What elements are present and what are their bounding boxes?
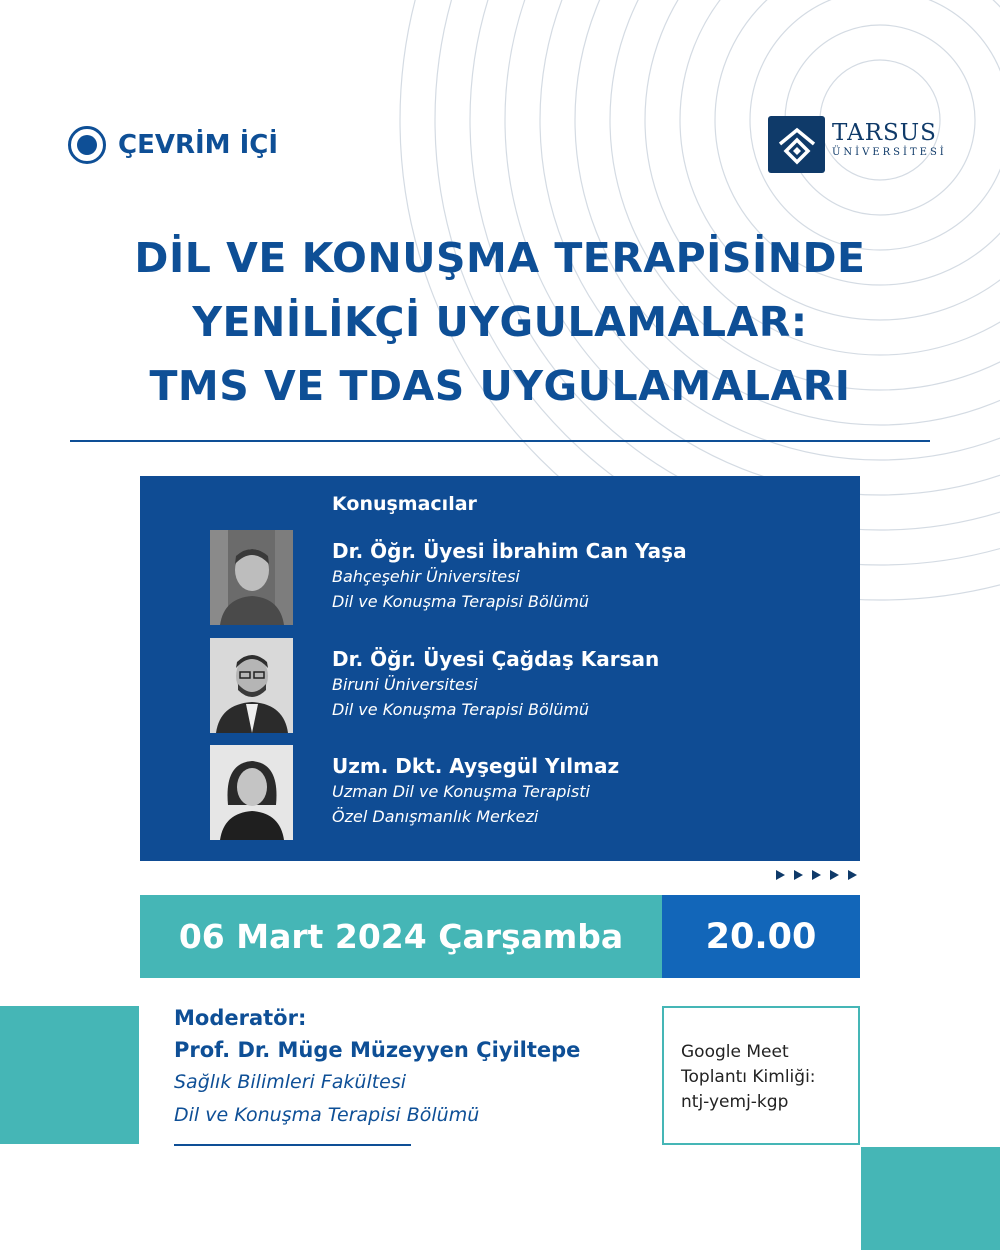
record-icon — [68, 126, 106, 164]
speakers-panel — [140, 476, 860, 861]
speakers-heading: Konuşmacılar — [332, 493, 477, 515]
meeting-id-label: Toplantı Kimliği: — [681, 1067, 816, 1087]
online-indicator — [68, 126, 278, 164]
online-label: ÇEVRİM İÇİ — [118, 130, 279, 160]
speaker-card — [210, 530, 830, 625]
meeting-id[interactable]: ntj-yemj-kgp — [681, 1092, 789, 1112]
speaker-affiliation: Biruni Üniversitesi — [332, 675, 478, 694]
moderator-name: Prof. Dr. Müge Müzeyyen Çiyiltepe — [174, 1038, 581, 1062]
speaker-affiliation: Bahçeşehir Üniversitesi — [332, 567, 520, 586]
moderator-section — [174, 1002, 580, 1132]
decorative-block-left — [0, 1006, 139, 1144]
speaker-department: Dil ve Konuşma Terapisi Bölümü — [332, 700, 590, 719]
speaker-name: Uzm. Dkt. Ayşegül Yılmaz — [332, 754, 620, 778]
event-time: 20.00 — [662, 895, 860, 978]
speaker-card — [210, 745, 830, 840]
title-divider — [70, 440, 930, 442]
university-logo — [768, 116, 947, 173]
moderator-label: Moderatör: — [174, 1006, 307, 1030]
event-title — [0, 226, 1000, 418]
record-dot — [77, 135, 97, 155]
speaker-photo — [210, 530, 293, 625]
moderator-department: Dil ve Konuşma Terapisi Bölümü — [174, 1104, 480, 1126]
title-line-1: DİL VE KONUŞMA TERAPİSİNDE — [134, 234, 866, 282]
speaker-card — [210, 638, 830, 733]
speaker-department: Özel Danışmanlık Merkezi — [332, 807, 539, 826]
speaker-affiliation: Uzman Dil ve Konuşma Terapisti — [332, 782, 590, 801]
title-line-2: YENİLİKÇİ UYGULAMALAR: — [192, 298, 808, 346]
speaker-photo — [210, 745, 293, 840]
moderator-faculty: Sağlık Bilimleri Fakültesi — [174, 1071, 407, 1093]
speaker-name: Dr. Öğr. Üyesi İbrahim Can Yaşa — [332, 539, 687, 563]
speaker-department: Dil ve Konuşma Terapisi Bölümü — [332, 592, 590, 611]
title-line-3: TMS VE TDAS UYGULAMALARI — [149, 362, 851, 410]
speaker-photo — [210, 638, 293, 733]
decorative-block-right — [861, 1147, 1000, 1250]
logo-subtitle: ÜNİVERSİTESİ — [832, 147, 947, 158]
meeting-platform: Google Meet — [681, 1042, 789, 1062]
meeting-info-box — [662, 1006, 860, 1145]
logo-name: TARSUS — [832, 120, 937, 146]
moderator-divider — [174, 1144, 411, 1146]
logo-emblem-icon — [768, 116, 825, 173]
event-date: 06 Mart 2024 Çarşamba — [140, 895, 662, 978]
arrows-decoration-icon — [776, 870, 866, 880]
speaker-name: Dr. Öğr. Üyesi Çağdaş Karsan — [332, 647, 660, 671]
